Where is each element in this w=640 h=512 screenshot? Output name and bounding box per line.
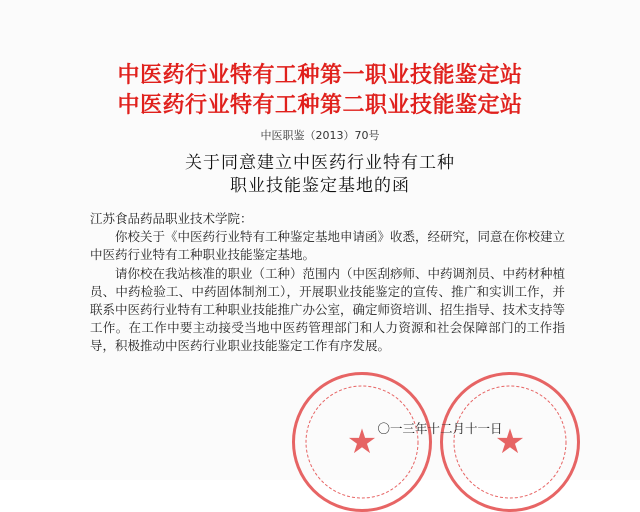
letterhead-line-1: 中医药行业特有工种第一职业技能鉴定站 [117, 62, 523, 88]
letterhead-line-2: 中医药行业特有工种第二职业技能鉴定站 [117, 92, 523, 118]
official-seal-left [292, 372, 432, 512]
salutation: 江苏食品药品职业技术学院： [90, 211, 253, 226]
star-icon: ★ [346, 422, 378, 462]
letter-body [90, 210, 565, 356]
official-seal-right [440, 372, 580, 512]
star-icon: ★ [494, 422, 526, 462]
title-line-2: 职业技能鉴定基地的函 [230, 176, 410, 196]
paragraph-2: 请你校在我站核准的职业（工种）范围内（中医刮痧师、中药调剂员、中药材种植员、中药检验工、中药固体制剂工），开展职业技能鉴定的宣传、推广和实训工作，并联系中医药行业特有工种职业技能推广办公室，确定师资培训、招生指导、技术支持等工作。在工作中要主动接受当地中医药管理部门和人力资源和社会保障部门的工作指导，积极推动中医药行业职业技能鉴定工作有序发展。 [90, 265, 566, 354]
issue-date: 〇一三年十二月十一日 [377, 421, 503, 436]
document-number: 中医职鉴（2013）70号 [260, 129, 380, 142]
paragraph-1: 你校关于《中医药行业特有工种鉴定基地申请函》收悉，经研究，同意在你校建立中医药行业特有工种职业技能鉴定基地。 [90, 229, 566, 263]
title-line-1: 关于同意建立中医药行业特有工种 [185, 153, 455, 173]
